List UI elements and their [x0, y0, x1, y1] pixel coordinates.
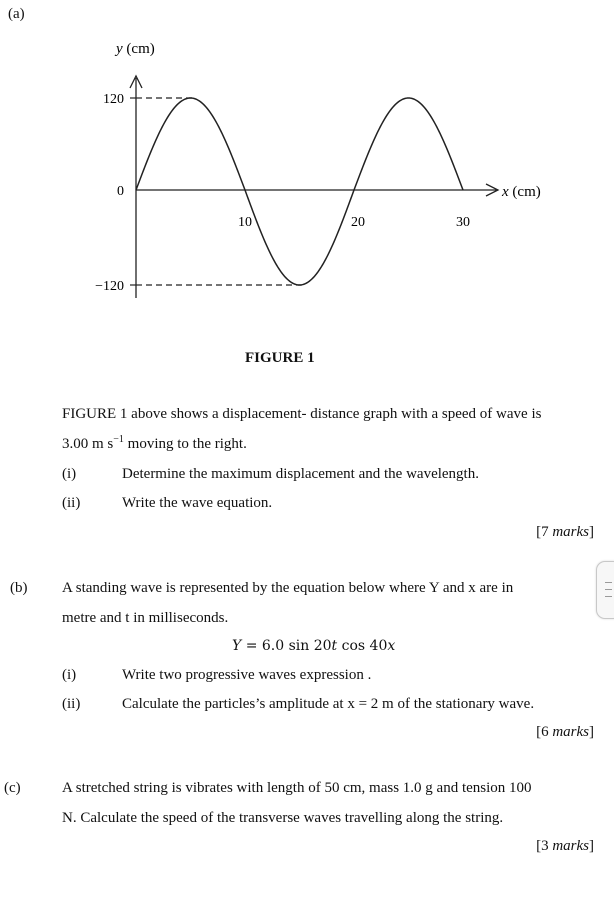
figure-1-graph [80, 36, 560, 306]
part-b-line2: metre and t in milliseconds. [62, 610, 229, 626]
part-c-line1: A stretched string is vibrates with length of 50 cm, mass 1.0 g and tension 100 [62, 780, 532, 796]
part-b-sub-i-text: Write two progressive waves expression . [122, 667, 372, 683]
part-a-intro-line1: FIGURE 1 above shows a displacement- distance graph with a speed of wave is [62, 406, 542, 422]
y-tick-label-0: 0 [117, 184, 124, 199]
part-b-label: (b) [10, 580, 28, 596]
part-c-label: (c) [4, 780, 21, 796]
part-b-line1: A standing wave is represented by the equation below where Y and x are in [62, 580, 514, 596]
x-tick-label-20: 20 [351, 215, 365, 230]
handle-grip-line [605, 596, 612, 597]
part-b-sub-i-num: (i) [62, 667, 77, 683]
x-tick-label-30: 30 [456, 215, 470, 230]
part-c-marks: [3 marks] [536, 838, 594, 854]
side-panel-handle[interactable] [596, 561, 614, 619]
part-a-label: (a) [8, 6, 25, 22]
part-a-sub-ii-num: (ii) [62, 495, 81, 511]
part-a-intro-line2: 3.00 m $s^{-1}$ moving to the right. [62, 434, 247, 452]
y-tick-label-120: 120 [103, 92, 124, 107]
part-b-marks: [6 marks] [536, 724, 594, 740]
wave-curve [136, 98, 463, 285]
part-a-marks: [7 marks] [536, 524, 594, 540]
standing-wave-equation: Y = 6.0 sin 20t cos 40x [232, 638, 396, 654]
part-c-line2: N. Calculate the speed of the transverse waves travelling along the string. [62, 810, 504, 826]
y-tick-label-minus-120: −120 [95, 279, 124, 294]
part-b-sub-ii-text: Calculate the particles’s amplitude at x = 2 m of the stationary wave. [122, 696, 535, 712]
x-tick-label-10: 10 [238, 215, 252, 230]
part-b-sub-ii-num: (ii) [62, 696, 81, 712]
y-axis-label: y (cm) [116, 41, 155, 57]
x-axis-label: x (cm) [502, 184, 541, 200]
handle-grip-line [605, 582, 612, 583]
part-a-sub-i-text: Determine the maximum displacement and the wavelength. [122, 466, 479, 482]
handle-grip-line [605, 589, 612, 590]
figure-caption: FIGURE 1 [245, 350, 315, 366]
part-a-sub-ii-text: Write the wave equation. [122, 495, 273, 511]
part-a-sub-i-num: (i) [62, 466, 77, 482]
